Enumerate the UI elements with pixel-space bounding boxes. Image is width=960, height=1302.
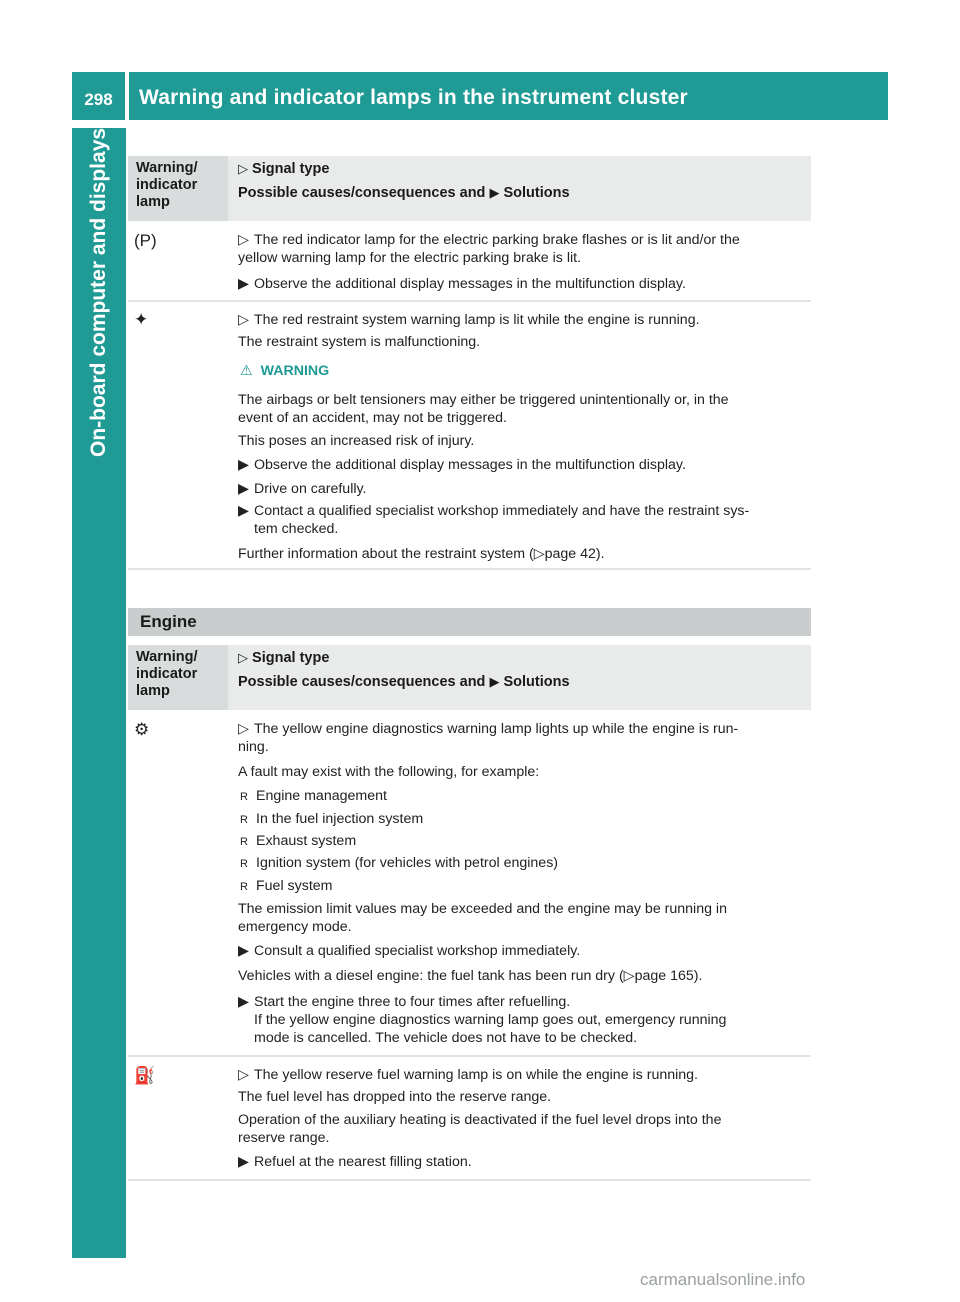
lamp-header-line: Warning/ — [136, 160, 198, 176]
solution-step: ▶ Drive on carefully. — [238, 481, 367, 497]
lamp-header-line: lamp — [136, 683, 170, 699]
solution-arrow-icon: ▶ — [489, 185, 500, 200]
text-line: ▷ The red restraint system warning lamp is lit while the engine is running. — [238, 312, 700, 328]
solution-arrow-icon: ▶ — [238, 1154, 249, 1170]
list-item: R Fuel system — [240, 878, 333, 894]
text-line: ▷ The yellow reserve fuel warning lamp is on while the engine is running. — [238, 1067, 698, 1083]
section-heading-bar — [128, 608, 811, 636]
text-line: ning. — [238, 739, 269, 755]
page-number-box — [72, 72, 125, 120]
bullet-icon: R — [240, 836, 248, 848]
row-divider — [128, 1179, 811, 1181]
text-line: The fuel level has dropped into the reserve range. — [238, 1089, 552, 1105]
warning-triangle-icon: ⚠ — [240, 363, 253, 379]
text-line: reserve range. — [238, 1130, 330, 1146]
causes-solutions-header — [238, 674, 570, 690]
table-header — [128, 645, 811, 710]
text-line: Operation of the auxiliary heating is deactivated if the fuel level drops into the — [238, 1112, 722, 1128]
lamp-column-header — [128, 156, 228, 221]
solution-arrow-icon: ▶ — [238, 943, 249, 959]
engine-diagnostics-icon: ⚙ — [134, 720, 150, 739]
bullet-icon: R — [240, 881, 248, 893]
chapter-side-tab-label: On-board computer and displays — [87, 128, 110, 458]
solution-arrow-icon: ▶ — [238, 276, 249, 292]
text-line: ▷ The yellow engine diagnostics warning lamp lights up while the engine is run- — [238, 721, 739, 737]
parking-brake-icon: (P) — [134, 231, 157, 250]
table-header — [128, 156, 811, 221]
solutions-label: Solutions — [503, 674, 570, 690]
signal-icon: ▷ — [238, 650, 248, 665]
signal-type-label: Signal type — [252, 650, 330, 666]
signal-icon: ▷ — [238, 312, 249, 328]
text-line: tem checked. — [254, 521, 339, 537]
text-line: If the yellow engine diagnostics warning lamp goes out, emergency running — [254, 1012, 727, 1028]
text-line: The emission limit values may be exceeded and the engine may be running in — [238, 901, 727, 917]
cross-reference[interactable]: Further information about the restraint system (▷page 42). — [238, 546, 605, 562]
text-line: mode is cancelled. The vehicle does not have to be checked. — [254, 1030, 638, 1046]
list-item: R In the fuel injection system — [240, 811, 424, 827]
solution-arrow-icon: ▶ — [238, 503, 249, 519]
list-item: R Engine management — [240, 788, 387, 804]
causes-label: Possible causes/consequences and — [238, 185, 486, 201]
watermark[interactable]: carmanualsonline.info — [640, 1270, 806, 1289]
section-title: Engine — [140, 612, 197, 631]
bullet-icon: R — [240, 791, 248, 803]
signal-type-header — [238, 650, 329, 666]
page-ref-icon: ▷ — [533, 546, 545, 562]
lamp-header-line: indicator — [136, 177, 198, 193]
solution-step: ▶ Refuel at the nearest filling station. — [238, 1154, 472, 1170]
solution-step: ▶ Start the engine three to four times after refuelling. — [238, 994, 571, 1010]
solutions-label: Solutions — [503, 185, 570, 201]
solution-arrow-icon: ▶ — [238, 481, 249, 497]
list-item: R Exhaust system — [240, 833, 357, 849]
signal-type-header — [238, 161, 329, 177]
solution-arrow-icon: ▶ — [238, 457, 249, 473]
text-line: The restraint system is malfunctioning. — [238, 334, 481, 350]
list-item: R Ignition system (for vehicles with petrol engines) — [240, 855, 559, 871]
text-line: The airbags or belt tensioners may either be triggered unintentionally or, in the — [238, 392, 729, 408]
lamp-column-header — [128, 645, 228, 710]
page-header — [129, 72, 888, 120]
signal-type-label: Signal type — [252, 161, 330, 177]
row-divider — [128, 1055, 811, 1057]
page-title: Warning and indicator lamps in the instrument cluster — [139, 86, 688, 109]
text-line: ▷ The red indicator lamp for the electric parking brake flashes or is lit and/or the — [238, 232, 740, 248]
text-line: emergency mode. — [238, 919, 352, 935]
text-line: yellow warning lamp for the electric parking brake is lit. — [238, 250, 582, 266]
causes-solutions-header — [238, 185, 570, 201]
text-line: event of an accident, may not be triggered. — [238, 410, 507, 426]
cross-reference[interactable]: Vehicles with a diesel engine: the fuel tank has been run dry (▷page 165). — [238, 968, 703, 984]
text-line: This poses an increased risk of injury. — [238, 433, 475, 449]
solution-arrow-icon: ▶ — [238, 994, 249, 1010]
lamp-header-line: Warning/ — [136, 649, 198, 665]
page-ref-icon: ▷ — [623, 968, 635, 984]
solution-step: ▶ Consult a qualified specialist workshop immediately. — [238, 943, 581, 959]
signal-icon: ▷ — [238, 1067, 249, 1083]
row-divider — [128, 300, 811, 302]
lamp-header-line: indicator — [136, 666, 198, 682]
restraint-system-icon: ✦ — [134, 310, 149, 329]
bullet-icon: R — [240, 858, 248, 870]
warning-heading: ⚠ WARNING — [240, 363, 330, 379]
lamp-header-line: lamp — [136, 194, 170, 210]
solution-step: ▶ Observe the additional display messages in the multifunction display. — [238, 457, 686, 473]
solution-arrow-icon: ▶ — [489, 674, 500, 689]
signal-icon: ▷ — [238, 161, 248, 176]
text-line: A fault may exist with the following, for example: — [238, 764, 540, 780]
row-divider — [128, 568, 811, 570]
reserve-fuel-icon: ⛽ — [134, 1066, 156, 1085]
solution-step: ▶ Observe the additional display messages in the multifunction display. — [238, 276, 686, 292]
bullet-icon: R — [240, 814, 248, 826]
page-number: 298 — [84, 90, 113, 109]
signal-icon: ▷ — [238, 232, 249, 248]
signal-icon: ▷ — [238, 721, 249, 737]
causes-label: Possible causes/consequences and — [238, 674, 486, 690]
solution-step: ▶ Contact a qualified specialist workshop immediately and have the restraint sys- — [238, 503, 750, 519]
chapter-side-tab — [72, 128, 126, 1258]
